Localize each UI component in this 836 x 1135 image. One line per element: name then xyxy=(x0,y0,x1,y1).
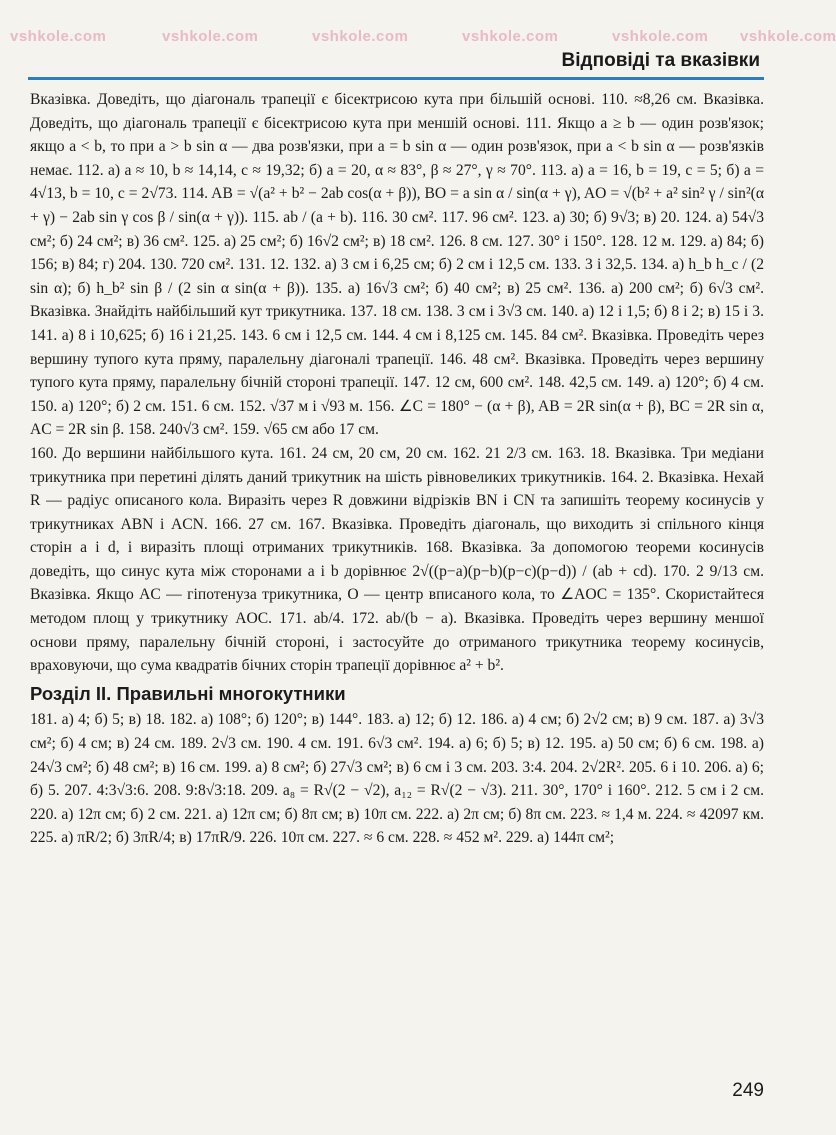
page-number: 249 xyxy=(732,1080,764,1101)
watermark: vshkole.com xyxy=(462,28,559,45)
page-header-title: Відповіді та вказівки xyxy=(561,50,760,71)
watermark: vshkole.com xyxy=(312,28,409,45)
answers-content xyxy=(30,88,764,850)
answers-paragraph: Вказівка. Доведіть, що діагональ трапеції є бісектрисою кута при більшій основі. 110. ≈8,26 см. Вказівка. Доведіть, що діагональ трапеції є бісектрисою кута при меншій основі. 111. Якщо a ≥ b — один розв'язок; якщо a < b, то при a > b sin α — два розв'язки, при a = b sin α — один розв'язок, при a < b sin α — розв'язків немає. 112. а) a ≈ 10, b ≈ 14,14, c ≈ 19,32; б) a = 20, α ≈ 83°, β ≈ 27°, γ ≈ 70°. 113. а) a = 16, b = 19, c = 5; б) a = 4√13, b = 10, c = 2√73. 114. AB = √(a² + b² − 2ab cos(α + β)), BO = a sin α / sin(α + γ), AO = √(b² + a² sin² γ / sin²(α + γ) − 2ab sin γ cos β / sin(α + γ)). 115. ab / (a + b). 116. 30 см². 117. 96 см². 123. а) 30; б) 9√3; в) 20. 124. а) 54√3 см²; б) 24 см²; в) 36 см². 125. а) 25 см²; б) 16√2 см²; в) 18 см². 126. 8 см. 127. 30° і 150°. 128. 12 м. 129. а) 84; б) 156; в) 84; г) 204. 130. 720 см². 131. 12. 132. а) 3 см і 6,25 см; б) 2 см і 12,5 см. 133. 3 і 32,5. 134. а) h_b h_c / (2 sin α); б) h_b² sin β / (2 sin α sin(α + β)). 135. а) 16√3 см²; б) 40 см²; в) 25 см². 136. а) 200 см²; б) 6√3 см². Вказівка. Знайдіть найбільший кут трикутника. 137. 18 см. 138. 3 см і 3√3 см. 140. а) 12 і 1,5; б) 8 і 2; в) 15 і 3. 141. а) 8 і 10,625; б) 16 і 21,25. 143. 6 см і 12,5 см. 144. 4 см і 8,125 см. 145. 84 см². Вказівка. Проведіть через вершину тупого кута пряму, паралельну діагоналі трапеції. 146. 48 см². Вказівка. Проведіть через вершину тупого кута пряму, паралельну бічній стороні трапеції. 147. 12 см, 600 см². 148. 42,5 см. 149. а) 120°; б) 4 см. 150. а) 120°; б) 2 см. 151. 6 см. 152. √37 м і √93 м. 156. ∠C = 180° − (α + β), AB = 2R sin(α + β), BC = 2R sin α, AC = 2R sin β. 158. 240√3 см². 159. √65 см або 17 см. xyxy=(30,91,764,439)
watermark: vshkole.com xyxy=(740,28,836,45)
watermark: vshkole.com xyxy=(612,28,709,45)
section-heading: Розділ II. Правильні многокутники xyxy=(30,682,346,704)
section-answers: 181. а) 4; б) 5; в) 18. 182. а) 108°; б) 120°; в) 144°. 183. а) 12; б) 12. 186. а) 4 см; б) 2√2 см; в) 9 см. 187. а) 3√3 см²; б) 4 см; в) 24 см. 189. 2√3 см. 190. 4 см. 191. 6√3 см². 194. а) 6; б) 5; в) 12. 195. а) 50 см; б) 6 см. 198. а) 24√3 см²; б) 48 см²; в) 16 см. 199. а) 8 см²; б) 27√3 см²; в) 6 см і 3 см. 203. 3:4. 204. 2√2R². 205. 6 і 10. 206. а) 6; б) 5. 207. 4:3√3:6. 208. 9:8√3:18. 209. a₈ = R√(2 − √2), a₁₂ = R√(2 − √3). 211. 30°, 170° і 160°. 212. 5 см і 2 см. 220. а) 12π см; б) 2 см. 221. а) 12π см; б) 8π см; в) 10π см. 222. а) 2π см; б) 8π см. 223. ≈ 1,4 м. 224. ≈ 42097 км. 225. а) πR/2; б) 3πR/4; в) 17πR/9. 226. 10π см. 227. ≈ 6 см. 228. ≈ 452 м². 229. а) 144π см²; xyxy=(30,711,764,847)
header-divider xyxy=(28,77,764,80)
watermark: vshkole.com xyxy=(162,28,259,45)
answers-paragraph: 160. До вершини найбільшого кута. 161. 24 см, 20 см, 20 см. 162. 21 2/3 см. 163. 18. Вказівка. Три медіани трикутника при перетині ділять даний трикутник на шість рівновеликих трикутників. 164. 2. Вказівка. Нехай R — радіус описаного кола. Виразіть через R довжини відрізків BN і CN та запишіть теорему косинусів у трикутниках ABN і ACN. 166. 27 см. 167. Вказівка. Проведіть діагональ, що виходить зі спільного кінця сторін a і d, і виразіть площі отриманих трикутників. 168. Вказівка. За допомогою теореми косинусів доведіть, що синус кута між сторонами a і b дорівнює 2√((p−a)(p−b)(p−c)(p−d)) / (ab + cd). 170. 2 9/13 см. Вказівка. Якщо AC — гіпотенуза трикутника, O — центр вписаного кола, то ∠AOC = 135°. Скористайтеся методом площ у трикутнику AOC. 171. ab/4. 172. ab/(b − a). Вказівка. Проведіть через вершину меншої основи пряму, паралельну бічній стороні, і застосуйте до отриманого трикутника теорему косинусів, враховуючи, що сума квадратів бічних сторін трапеції дорівнює a² + b². xyxy=(30,444,764,675)
watermark: vshkole.com xyxy=(10,28,107,45)
